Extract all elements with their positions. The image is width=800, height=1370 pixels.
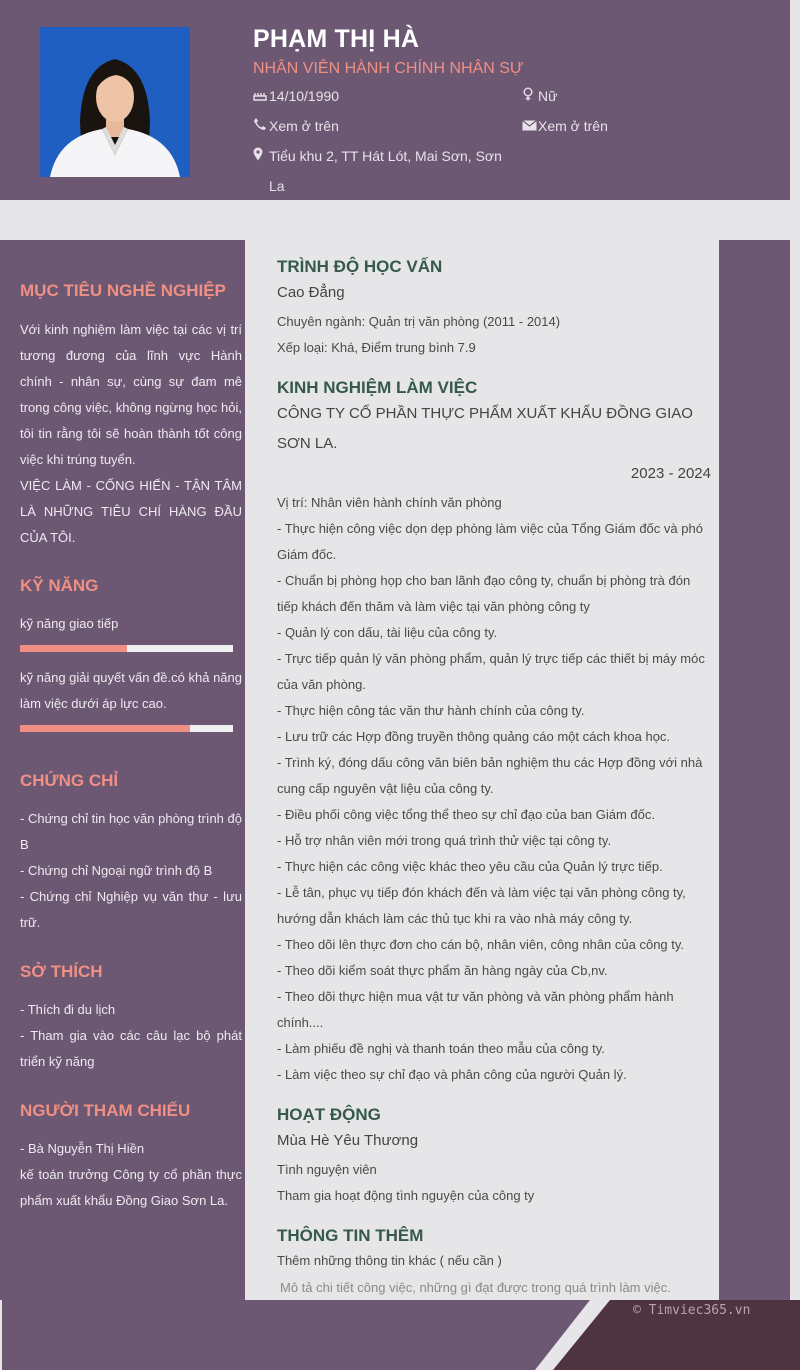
education-grade: Xếp loại: Khá, Điểm trung bình 7.9 — [277, 340, 476, 355]
experience-line: - Trực tiếp quản lý văn phòng phẩm, quản lý trực tiếp các thiết bị máy móc của văn phòng. — [277, 651, 705, 692]
experience-line: - Thực hiện công việc dọn dẹp phòng làm việc của Tổng Giám đốc và phó Giám đốc. — [277, 521, 703, 562]
skill-bar — [20, 725, 233, 732]
experience-line: Vị trí: Nhân viên hành chính văn phòng — [277, 495, 502, 510]
experience-line: - Làm phiếu đề nghị và thanh toán theo mẫu của công ty. — [277, 1041, 605, 1056]
hobby-item: - Thích đi du lịch — [20, 1002, 116, 1017]
education-major: Chuyên ngành: Quản trị văn phòng (2011 - 2014) — [277, 314, 561, 329]
experience-line: - Chuẩn bị phòng họp cho ban lãnh đạo công ty, chuẩn bị phòng trà đón tiếp khách đến thăm và làm việc tại văn phòng công ty — [277, 573, 691, 614]
skill-bar-fill — [20, 645, 127, 652]
hobby-item: - Tham gia vào các câu lạc bộ phát triển kỹ năng — [20, 1028, 242, 1069]
objective-text: Với kinh nghiệm làm việc tại các vị trí tương đương của lĩnh vực Hành chính - nhân sự, cùng sự đam mê trong công việc, không ngừng học hỏi, tôi tin rằng tôi sẽ hoàn thành tốt công việc khi trúng tuyển. VIỆC LÀM - CỐNG HIẾN - TẬN TÂM LÀ NHỮNG TIÊU CHÍ HÀNG ĐẦU CỦA TÔI. — [20, 322, 242, 545]
profile-photo — [40, 27, 190, 177]
education-school: Cao Đẳng — [277, 284, 345, 301]
gender-field — [522, 81, 557, 112]
experience-line: - Trình ký, đóng dấu công văn biên bản nghiệm thu các Hợp đồng với nhà cung cấp nguyên vật liệu của công ty. — [277, 755, 703, 796]
skill-bar — [20, 645, 233, 652]
extra-info-heading: THÔNG TIN THÊM — [277, 1226, 424, 1245]
skill-label: kỹ năng giao tiếp — [20, 616, 119, 631]
objective-heading: MỤC TIÊU NGHỀ NGHIỆP — [20, 281, 226, 300]
certificates-list — [20, 806, 242, 936]
certificates-heading: CHỨNG CHỈ — [20, 771, 119, 790]
address-value: Tiểu khu 2, TT Hát Lót, Mai Sơn, Sơn La — [269, 148, 502, 194]
hobbies-list — [20, 997, 242, 1075]
dob-value: 14/10/1990 — [269, 88, 340, 104]
email-field — [522, 111, 608, 142]
phone-value: Xem ở trên — [269, 118, 339, 134]
education-heading: TRÌNH ĐỘ HỌC VẤN — [277, 257, 443, 276]
experience-line: - Quản lý con dấu, tài liệu của công ty. — [277, 625, 498, 640]
experience-line: - Lưu trữ các Hợp đồng truyền thông quảng cáo một cách khoa học. — [277, 729, 671, 744]
activity-desc: Tham gia hoạt động tình nguyện của công ty — [277, 1188, 535, 1203]
right-strip — [719, 240, 790, 1300]
experience-line: - Theo dõi kiểm soát thực phẩm ăn hàng ngày của Cb,nv. — [277, 963, 608, 978]
candidate-name: PHẠM THỊ HÀ — [253, 25, 420, 53]
reference-detail: kế toán trưởng Công ty cổ phần thực phẩm xuất khẩu Đồng Giao Sơn La. — [20, 1167, 242, 1208]
skill-label: kỹ năng giải quyết vấn đề.có khả năng làm việc dưới áp lực cao. — [20, 670, 242, 711]
extra-info-text: Thêm những thông tin khác ( nếu cần ) — [277, 1253, 502, 1268]
certificate-item: - Chứng chỉ Ngoại ngữ trình độ B — [20, 863, 213, 878]
female-icon — [522, 82, 538, 112]
experience-line: - Thực hiện các công việc khác theo yêu cầu của Quản lý trực tiếp. — [277, 859, 663, 874]
experience-line: - Điều phối công việc tổng thể theo sự chỉ đạo của ban Giám đốc. — [277, 807, 655, 822]
experience-company: CÔNG TY CỔ PHẦN THỰC PHẨM XUẤT KHẨU ĐỒNG GIAO SƠN LA. — [277, 405, 693, 452]
phone-icon — [253, 112, 269, 142]
experience-line: - Theo dõi thực hiện mua vật tư văn phòng và văn phòng phẩm hành chính.... — [277, 989, 674, 1030]
experience-line: - Hỗ trợ nhân viên mới trong quá trình thử việc tại công ty. — [277, 833, 612, 848]
gender-value: Nữ — [538, 88, 558, 104]
extra-info-hint: Mô tả chi tiết công việc, những gì đạt được trong quá trình làm việc. — [280, 1280, 671, 1295]
envelope-icon — [522, 112, 538, 142]
certificate-item: - Chứng chỉ Nghiệp vụ văn thư - lưu trữ. — [20, 889, 242, 930]
experience-period: 2023 - 2024 — [630, 465, 711, 482]
reference-name: - Bà Nguyễn Thị Hiền — [20, 1141, 145, 1156]
experience-line: - Lễ tân, phục vụ tiếp đón khách đến và làm việc tại văn phòng công ty, hướng dẫn khách làm các thủ tục khi ra vào nhà máy công ty. — [277, 885, 686, 926]
experience-heading: KINH NGHIỆM LÀM VIỆC — [277, 378, 478, 397]
candidate-position: NHÂN VIÊN HÀNH CHÍNH NHÂN SỰ — [253, 60, 524, 77]
activity-role: Tình nguyện viên — [277, 1162, 377, 1177]
experience-line: - Làm việc theo sự chỉ đạo và phân công của người Quản lý. — [277, 1067, 627, 1082]
education-details — [277, 309, 713, 361]
address-field — [253, 141, 508, 201]
map-pin-icon — [253, 142, 269, 172]
references-heading: NGƯỜI THAM CHIẾU — [20, 1101, 191, 1120]
skill-bar-fill — [20, 725, 190, 732]
skills-heading: KỸ NĂNG — [20, 576, 99, 595]
email-value: Xem ở trên — [538, 118, 608, 134]
dob-field — [253, 81, 339, 112]
hobbies-heading: SỞ THÍCH — [20, 962, 103, 981]
cv-header — [0, 0, 790, 200]
experience-list — [277, 490, 713, 1088]
activity-name: Mùa Hè Yêu Thương — [277, 1132, 419, 1149]
reference-block — [20, 1136, 242, 1214]
objective-motto: VIỆC LÀM - CỐNG HIẾN - TẬN TÂM LÀ NHỮNG TIÊU CHÍ HÀNG ĐẦU CỦA TÔI. — [20, 478, 242, 545]
activity-details — [277, 1157, 713, 1209]
experience-line: - Thực hiện công tác văn thư hành chính của công ty. — [277, 703, 585, 718]
phone-field — [253, 111, 339, 142]
activities-heading: HOẠT ĐỘNG — [277, 1105, 381, 1124]
watermark: © Timviec365.vn — [633, 1303, 751, 1318]
cake-icon — [253, 82, 269, 112]
certificate-item: - Chứng chỉ tin học văn phòng trình độ B — [20, 811, 242, 852]
experience-line: - Theo dõi lên thực đơn cho cán bộ, nhân viên, công nhân của công ty. — [277, 937, 685, 952]
